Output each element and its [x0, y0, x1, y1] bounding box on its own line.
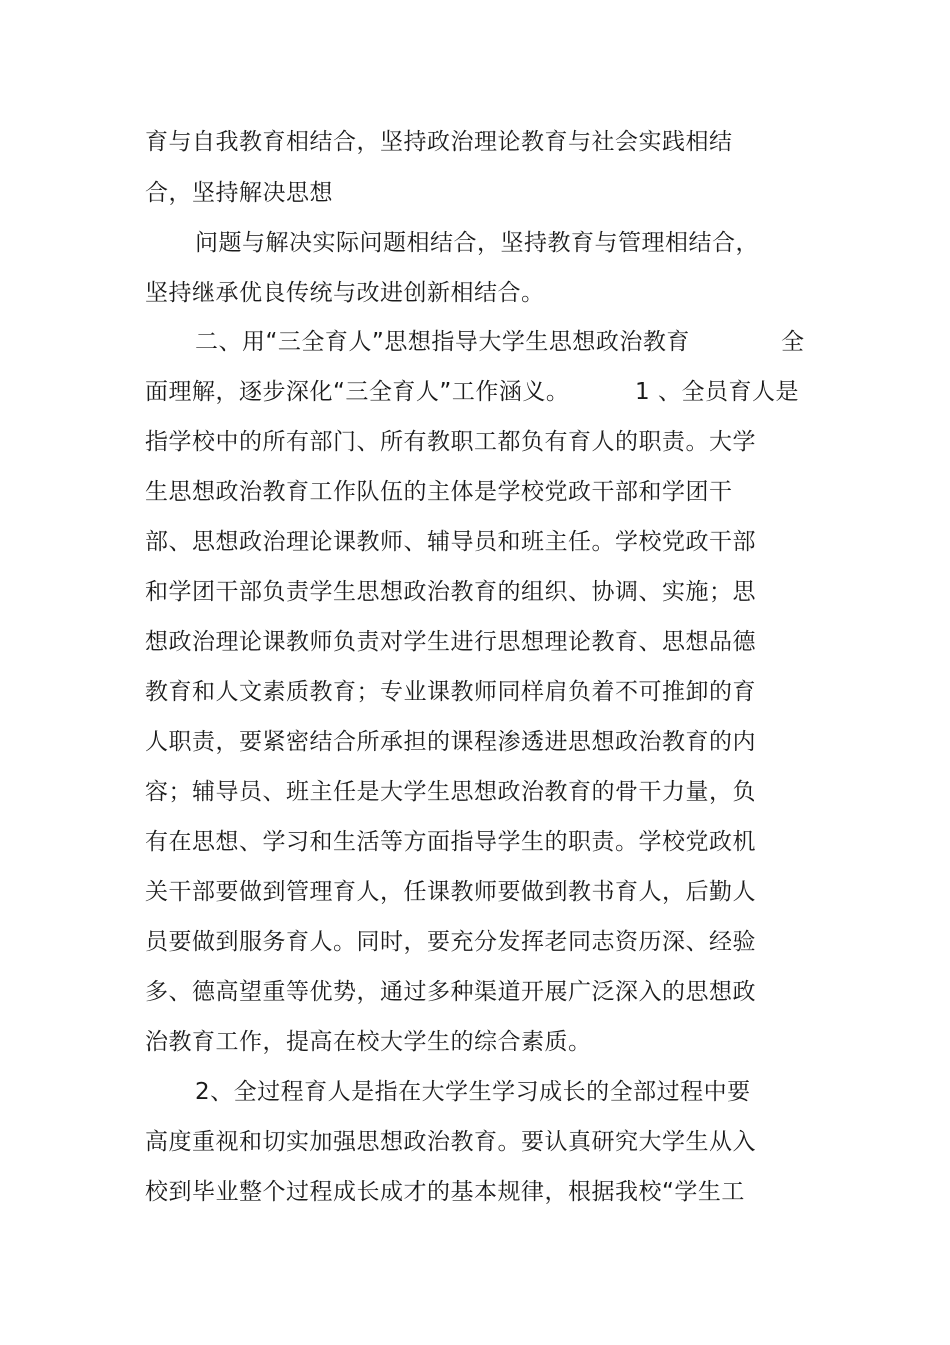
text-line-1: 育与自我教育相结合，坚持政治理论教育与社会实践相结	[145, 129, 733, 155]
text-line-9: 部、思想政治理论课教师、辅导员和班主任。学校党政干部	[145, 529, 756, 555]
text-line-14: 容；辅导员、班主任是大学生思想政治教育的骨干力量，负	[145, 779, 756, 805]
text-line-8: 生思想政治教育工作队伍的主体是学校党政干部和学团干	[145, 479, 733, 505]
text-line-19: 治教育工作，提高在校大学生的综合素质。	[145, 1029, 592, 1055]
text-line-22: 校到毕业整个过程成长成才的基本规律，根据我校“学生工	[145, 1179, 745, 1205]
section-heading-tail: 全	[781, 329, 805, 355]
text-line-10: 和学团干部负责学生思想政治教育的组织、协调、实施；思	[145, 579, 756, 605]
subsection-start: 1 、全员育人是	[635, 379, 799, 405]
text-line-7: 指学校中的所有部门、所有教职工都负有育人的职责。大学	[145, 429, 756, 455]
text-line-2: 合，坚持解决思想	[145, 180, 333, 206]
text-line-11: 想政治理论课教师负责对学生进行思想理论教育、思想品德	[145, 629, 756, 655]
text-line-21: 高度重视和切实加强思想政治教育。要认真研究大学生从入	[145, 1129, 756, 1155]
text-line-12: 教育和人文素质教育；专业课教师同样肩负着不可推卸的育	[145, 679, 756, 705]
text-line-17: 员要做到服务育人。同时，要充分发挥老同志资历深、经验	[145, 929, 756, 955]
text-line-20: 2、全过程育人是指在大学生学习成长的全部过程中要	[195, 1079, 751, 1105]
text-line-3: 问题与解决实际问题相结合，坚持教育与管理相结合，	[195, 230, 759, 256]
text-line-13: 人职责，要紧密结合所承担的课程渗透进思想政治教育的内	[145, 729, 756, 755]
text-line-6: 面理解，逐步深化“三全育人”工作涵义。	[145, 379, 570, 405]
section-heading-line: 二、用“三全育人”思想指导大学生思想政治教育	[195, 329, 690, 355]
text-line-18: 多、德高望重等优势，通过多种渠道开展广泛深入的思想政	[145, 979, 756, 1005]
text-line-4: 坚持继承优良传统与改进创新相结合。	[145, 280, 545, 306]
text-line-16: 关干部要做到管理育人，任课教师要做到教书育人，后勤人	[145, 879, 756, 905]
text-line-15: 有在思想、学习和生活等方面指导学生的职责。学校党政机	[145, 829, 756, 855]
